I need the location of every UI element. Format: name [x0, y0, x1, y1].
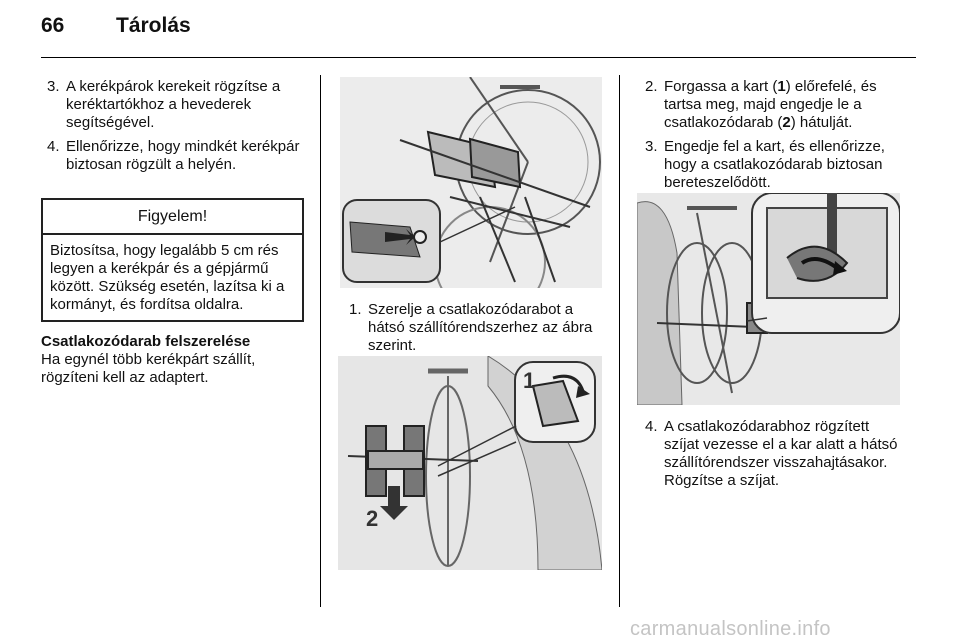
- step-4: [639, 418, 901, 490]
- callout-1-label: 1: [523, 368, 536, 393]
- section-block: [41, 333, 303, 387]
- callout-ref-2: 2: [782, 114, 791, 131]
- step-number: 2.: [645, 78, 658, 95]
- strap-routing-figure: [637, 193, 900, 405]
- step-text: A csatlakozódarabhoz rögzített szíjat vezesse el a kar alatt a hátsó szállítórendszer visszahajtásakor. Rögzítse a szíjat.: [664, 418, 898, 489]
- step-text: A kerékpárok kerekeit rögzítse a keréktartókhoz a hevederek segítségével.: [66, 78, 281, 131]
- column-divider-left: [320, 75, 321, 607]
- notice-title: Figyelem!: [43, 200, 302, 235]
- right-steps-top: [639, 78, 901, 198]
- adapter-lever-figure: [338, 356, 602, 570]
- step-text-pre: Forgassa a kart (: [664, 78, 778, 95]
- step-3: [639, 138, 901, 192]
- step-number: 3.: [645, 138, 658, 155]
- step-4: [41, 138, 301, 174]
- page-number: 66: [41, 14, 65, 37]
- step-text: Ellenőrizze, hogy mindkét kerékpár biztosan rögzült a helyén.: [66, 138, 300, 173]
- step-3: [41, 78, 301, 132]
- callout-ref-1: 1: [777, 78, 786, 95]
- step-1: [343, 301, 605, 355]
- step-number: 4.: [47, 138, 60, 155]
- middle-steps: [343, 301, 605, 361]
- callout-2-label: 2: [366, 506, 379, 531]
- step-2: [639, 78, 901, 132]
- step-text-post: ) hátulját.: [790, 114, 853, 131]
- column-divider-right: [619, 75, 620, 607]
- watermark: carmanualsonline.info: [630, 618, 831, 640]
- header-divider: [41, 57, 916, 58]
- warning-notice: [41, 198, 304, 322]
- bike-rack-adapter-figure: [340, 77, 602, 288]
- step-number: 3.: [47, 78, 60, 95]
- page-title: Tárolás: [116, 14, 191, 37]
- notice-body: Biztosítsa, hogy legalább 5 cm rés legyen a kerékpár és a gépjármű között. Szükség esetén, lazítsa ki a kormányt, és fordítsa oldalra.: [50, 242, 285, 313]
- step-text: Engedje fel a kart, és ellenőrizze, hogy a csatlakozódarab biztosan bereteszelődött.: [664, 138, 885, 191]
- left-steps: [41, 78, 301, 180]
- step-text-mid: ) előrefelé, és tartsa meg, majd engedje le a csatlakozódarab (: [664, 78, 877, 131]
- section-text: Ha egynél több kerékpárt szállít, rögzíteni kell az adaptert.: [41, 351, 256, 386]
- section-heading: Csatlakozódarab felszerelése: [41, 333, 251, 350]
- right-steps-bottom: [639, 418, 901, 496]
- step-text: Szerelje a csatlakozódarabot a hátsó szállítórendszerhez az ábra szerint.: [368, 301, 593, 354]
- step-number: 4.: [645, 418, 658, 435]
- step-number: 1.: [349, 301, 362, 318]
